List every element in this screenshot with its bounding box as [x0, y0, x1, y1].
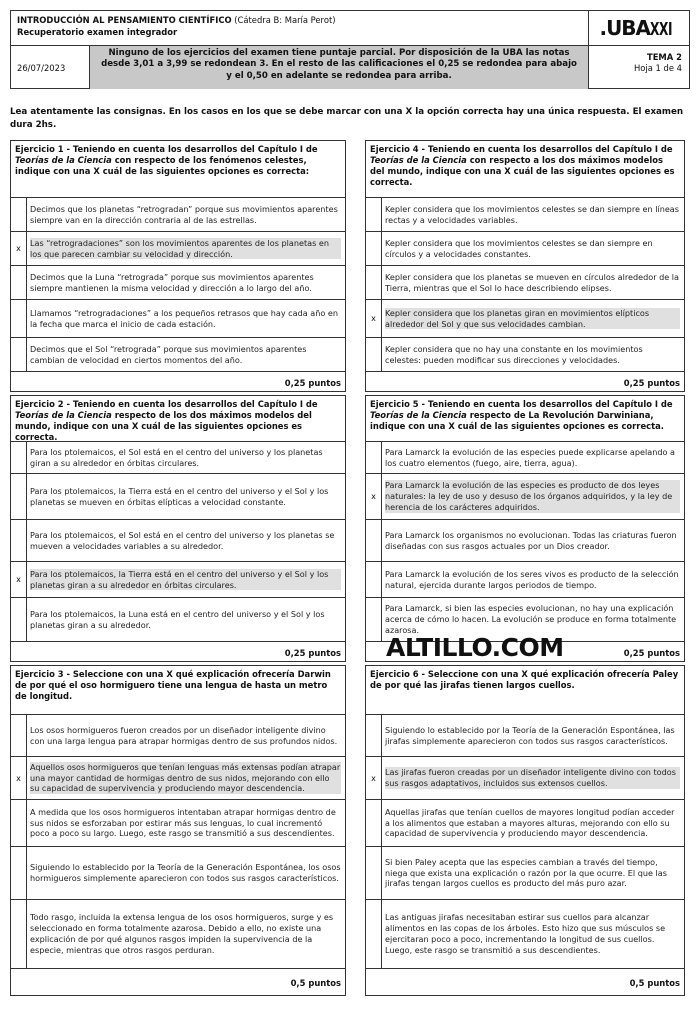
answer-checkbox[interactable]: [366, 520, 382, 561]
exercise-2: [365, 140, 685, 392]
answer-checkbox[interactable]: [11, 266, 27, 299]
answer-checkbox[interactable]: [366, 338, 382, 371]
course-info: [11, 11, 589, 46]
option-text: Kepler considera que no hay una constante en los movimientos celestes: pueden modificar sus direcciones y velocidades.: [385, 343, 643, 365]
option-text: Decimos que la Luna “retrograda” porque sus movimientos aparentes siempre mantienen la misma velocidad y dirección a lo largo del año.: [30, 271, 314, 293]
points-label: 0,5 puntos: [366, 968, 684, 997]
exercise-3: [10, 395, 346, 662]
exercise-title: Ejercicio 5 - Teniendo en cuenta los desarrollos del Capítulo I de Teorías de la Ciencia respecto de La Revolución Darwiniana, indique con una X cuál de las siguientes opciones es correcta.: [370, 399, 673, 431]
exercise-1: [10, 140, 346, 392]
option-text: Para Lamarck los organismos no evolucionan. Todas las criaturas fueron diseñadas con sus rasgos actuales por un Dios creador.: [385, 529, 677, 551]
points-label: 0,5 puntos: [11, 968, 345, 997]
page-number: Hoja 1 de 4: [634, 63, 682, 73]
option-text: Decimos que los planetas “retrogradan” porque sus movimientos aparentes siempre van en la dirección contraria al de las estrellas.: [30, 203, 338, 225]
answer-checkbox[interactable]: [366, 900, 382, 968]
option-text: Los osos hormigueros fueron creados por un diseñador inteligente divino con una larga lengua para atrapar hormigas dentro de sus profundos nidos.: [30, 724, 338, 746]
option-text: Para Lamarck la evolución de las especies puede explicarse apelando a los cuatro elementos (fuego, aire, tierra, agua).: [385, 446, 675, 468]
exercise-6: [365, 665, 685, 996]
exercise-title: Ejercicio 3 - Seleccione con una X qué explicación ofrecería Darwin de por qué el oso hormiguero tiene una lengua de hasta un metro de longitud.: [15, 669, 331, 701]
option-row[interactable]: [11, 899, 345, 968]
exercise-4: [365, 395, 685, 662]
option-text: Decimos que el Sol “retrograda” porque sus movimientos aparentes cambian de velocidad en ciertos momentos del año.: [30, 343, 307, 365]
option-row[interactable]: [11, 756, 345, 799]
answer-checkbox[interactable]: [366, 847, 382, 899]
exercise-5: [10, 665, 346, 996]
answer-checkbox[interactable]: [366, 442, 382, 473]
option-text: Aquellas jirafas que tenían cuellos de mayores longitud podían acceder a los alimentos que estaban a mayores alturas, mejorando con ello su capacidad de supervivencia y produciendo mayor descendencia.: [385, 806, 675, 839]
option-text: Las “retrogradaciones” son los movimientos aparentes de los planetas en los que parecen cambiar su velocidad y dirección.: [30, 238, 341, 260]
option-row[interactable]: [366, 441, 684, 473]
uba-xxi-logo: .UBAXXI: [589, 11, 690, 46]
option-text: Llamamos “retrogradaciones” a los pequeños retrasos que hay cada año en la fecha que marca el inicio de cada estación.: [30, 307, 338, 329]
answer-checkbox[interactable]: [11, 300, 27, 337]
answer-checkbox[interactable]: [11, 198, 27, 231]
option-row[interactable]: [11, 473, 345, 519]
option-text: Aquellos osos hormigueros que tenían lenguas más extensas podían atrapar una mayor cantidad de hormigas dentro de sus nidos, mejorando con ello su capacidad de supervivencia y produciendo mayor descendencia.: [30, 761, 341, 794]
answer-checkbox[interactable]: x: [366, 474, 382, 519]
option-row[interactable]: [11, 519, 345, 561]
option-row[interactable]: [11, 265, 345, 299]
option-text: Kepler considera que los movimientos celestes se dan siempre en líneas rectas y a velocidades variables.: [385, 203, 679, 225]
answer-checkbox[interactable]: [366, 562, 382, 597]
option-row[interactable]: [366, 846, 684, 899]
exam-header: [10, 10, 690, 89]
option-text: Para los ptolemaicos, la Tierra está en el centro del universo y el Sol y los planetas giran a su alrededor en órbitas circulares.: [30, 569, 341, 591]
option-text: Kepler considera que los planetas se mueven en círculos alrededor de la Tierra, mientras que el Sol lo hace describiendo elipses.: [385, 271, 679, 293]
option-text: Las jirafas fueron creadas por un diseñador inteligente divino con todos sus rasgos adaptativos, incluidos sus extensos cuellos.: [385, 767, 680, 789]
points-label: 0,25 puntos: [11, 641, 345, 663]
option-text: Kepler considera que los planetas giran en movimientos elípticos alrededor del Sol y que sus velocidades cambian.: [385, 308, 680, 330]
grading-notice: Ninguno de los ejercicios del examen tiene puntaje parcial. Por disposición de la UBA las notas desde 3,01 a 3,99 se redondean 3. En el resto de las calificaciones el 0,25 se redondea para abajo y el 0,50 en adelante se redondea para arriba.: [90, 46, 589, 89]
answer-checkbox[interactable]: x: [366, 757, 382, 799]
points-label: 0,25 puntos: [366, 641, 684, 663]
option-row[interactable]: [366, 561, 684, 597]
option-row[interactable]: [366, 519, 684, 561]
option-row[interactable]: [366, 337, 684, 371]
option-row[interactable]: [366, 799, 684, 846]
option-text: Si bien Paley acepta que las especies cambian a través del tiempo, niega que exista una explicación o razón por la que ocurre. El que las jirafas tengan largos cuellos es producto del más puro azar.: [385, 856, 667, 889]
option-row[interactable]: [11, 299, 345, 337]
exercise-title: Ejercicio 6 - Seleccione con una X qué explicación ofrecería Paley de por qué las jirafas tienen largos cuellos.: [370, 669, 679, 690]
answer-checkbox[interactable]: [11, 847, 27, 899]
answer-checkbox[interactable]: [11, 520, 27, 561]
answer-checkbox[interactable]: [366, 715, 382, 756]
option-row[interactable]: [11, 197, 345, 231]
option-row[interactable]: [366, 473, 684, 519]
points-label: 0,25 puntos: [366, 371, 684, 393]
answer-checkbox[interactable]: [11, 800, 27, 846]
instructions: Lea atentamente las consignas. En los casos en los que se debe marcar con una X la opción correcta hay una única respuesta. El examen dura 2hs.: [10, 107, 684, 130]
option-text: A medida que los osos hormigueros intentaban atrapar hormigas dentro de sus nidos se esforzaban por estirar más sus lenguas, lo cual incrementó poco a poco su largo. Luego, este rasgo se transmitió a sus descendientes.: [30, 806, 336, 839]
option-row[interactable]: [11, 799, 345, 846]
option-text: Para Lamarck la evolución de los seres vivos es producto de la selección natural, ejercida durante largos periodos de tiempo.: [385, 568, 679, 590]
option-row[interactable]: [366, 299, 684, 337]
answer-checkbox[interactable]: x: [11, 562, 27, 597]
option-row[interactable]: [366, 265, 684, 299]
option-row[interactable]: [366, 899, 684, 968]
answer-checkbox[interactable]: [366, 598, 382, 641]
altillo-watermark: ALTILLO.COM: [386, 633, 564, 662]
answer-checkbox[interactable]: x: [11, 757, 27, 799]
exam-type: Recuperatorio examen integrador: [17, 27, 178, 37]
option-text: Las antiguas jirafas necesitaban estirar sus cuellos para alcanzar alimentos en las copas de los árboles. Esto hizo que sus músculos se ejercitaran poco a poco, incrementando la longitud de sus cuellos. Luego, este rasgo se transmitió a sus descendientes.: [385, 912, 666, 955]
points-label: 0,25 puntos: [11, 371, 345, 393]
option-text: Para los ptolemaicos, el Sol está en el centro del universo y los planetas se mueven a velocidades variables a su alrededor.: [30, 529, 335, 551]
exercise-title: Ejercicio 4 - Teniendo en cuenta los desarrollos del Capítulo I de Teorías de la Ciencia con respecto a los dos máximos modelos del mundo, indique con una X cuál de las siguientes opciones es correcta.: [370, 144, 675, 187]
answer-checkbox[interactable]: [11, 338, 27, 371]
option-row[interactable]: [11, 231, 345, 265]
option-row[interactable]: [11, 561, 345, 597]
option-row[interactable]: [11, 597, 345, 641]
option-row[interactable]: [11, 714, 345, 756]
option-row[interactable]: [366, 714, 684, 756]
option-text: Para Lamarck, si bien las especies evolucionan, no hay una explicación acerca de cómo lo hacen. La evolución se produce en forma totalmente azarosa.: [385, 603, 677, 635]
option-text: Todo rasgo, incluida la extensa lengua de los osos hormigueros, surge y es seleccionado en forma totalmente azarosa. Debido a ello, no existe una explicación de por qué algunos rasgos impiden la supervivencia de la especie, mientras que otros rasgos perduran.: [30, 912, 334, 955]
option-row[interactable]: [11, 846, 345, 899]
exercise-title: Ejercicio 1 - Teniendo en cuenta los desarrollos del Capítulo I de Teorías de la Ciencia con respecto de los fenómenos celestes, indique con una X cuál de las siguientes opciones es correcta:: [15, 144, 318, 176]
option-text: Para los ptolemaicos, el Sol está en el centro del universo y los planetas giran a su alrededor en órbitas circulares.: [30, 446, 323, 468]
answer-checkbox[interactable]: [366, 198, 382, 231]
option-text: Siguiendo lo establecido por la Teoría de la Generación Espontánea, los osos hormigueros simplemente aparecieron con todos sus rasgos característicos.: [30, 862, 341, 883]
answer-checkbox[interactable]: [11, 900, 27, 968]
answer-checkbox[interactable]: x: [11, 232, 27, 265]
answer-checkbox[interactable]: [11, 474, 27, 519]
option-row[interactable]: [366, 756, 684, 799]
answer-checkbox[interactable]: x: [366, 300, 382, 337]
option-row[interactable]: [11, 337, 345, 371]
answer-checkbox[interactable]: [11, 442, 27, 473]
course-title: INTRODUCCIÓN AL PENSAMIENTO CIENTÍFICO: [17, 15, 232, 25]
answer-checkbox[interactable]: [11, 715, 27, 756]
answer-checkbox[interactable]: [366, 232, 382, 265]
option-row[interactable]: [366, 231, 684, 265]
answer-checkbox[interactable]: [366, 800, 382, 846]
course-detail: (Cátedra B: María Perot): [234, 15, 336, 25]
option-row[interactable]: [11, 441, 345, 473]
answer-checkbox[interactable]: [366, 266, 382, 299]
answer-checkbox[interactable]: [11, 598, 27, 641]
option-text: Kepler considera que los movimientos celestes se dan siempre en círculos y a velocidades constantes.: [385, 237, 653, 259]
option-text: Para los ptolemaicos, la Tierra está en el centro del universo y el Sol y los planetas se mueven en órbitas elípticas a velocidad constante.: [30, 485, 329, 507]
option-text: Para Lamarck la evolución de las especies es producto de dos leyes naturales: la ley de uso y desuso de los órganos adquiridos, y la ley de herencia de los carácteres adquiridos.: [385, 480, 680, 513]
option-row[interactable]: [366, 197, 684, 231]
tema-label: TEMA 2: [647, 52, 682, 62]
exam-date: 26/07/2023: [11, 46, 90, 89]
option-text: Para los ptolemaicos, la Luna está en el centro del universo y el Sol y los planetas giran a su alrededor.: [30, 608, 325, 630]
tema-info: [589, 46, 690, 89]
exercise-title: Ejercicio 2 - Teniendo en cuenta los desarrollos del Capítulo I de Teorías de la Ciencia respecto de los dos máximos modelos del mundo, indique con una X cuál de las siguientes opciones es correcta.: [15, 399, 318, 442]
option-text: Siguiendo lo establecido por la Teoría de la Generación Espontánea, las jirafas simplemente aparecieron con todos sus rasgos característicos.: [385, 724, 675, 746]
